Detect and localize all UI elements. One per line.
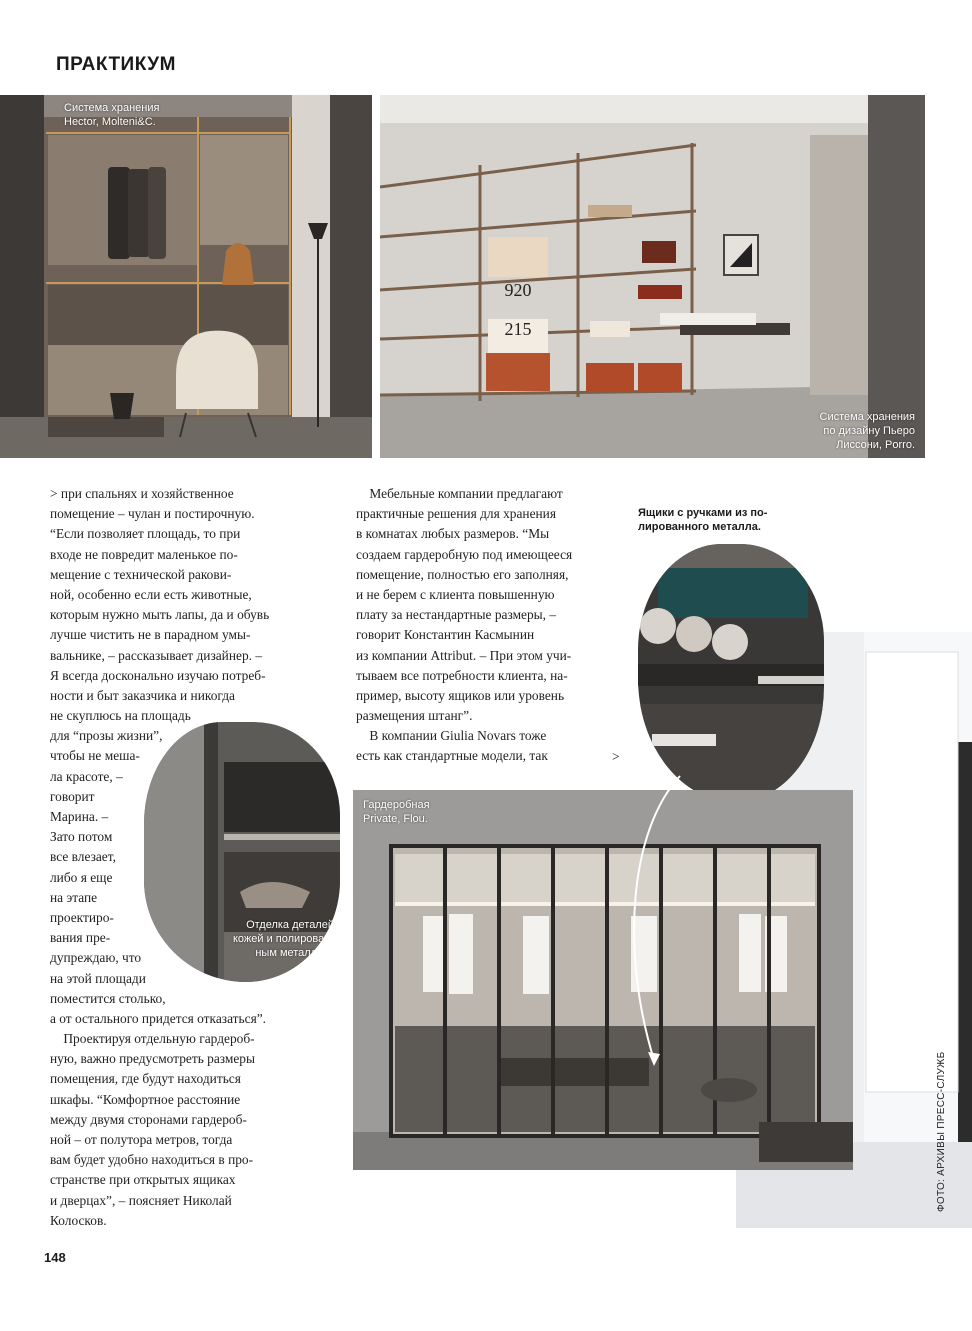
photo-hector-storage [0,95,372,458]
shelving-room-illustration [380,95,925,458]
caption-drawers: Ящики с ручками из по- лированного металла. [638,507,768,533]
box-label-920: 920 [504,280,532,300]
caption-flou: Гардеробная Private, Flou. [363,799,430,825]
section-title: ПРАКТИКУМ [56,54,176,75]
page-number: 148 [44,1250,66,1265]
box-label-215: 215 [504,319,532,339]
pointer-arrow [620,770,700,1070]
drawers-illustration [638,544,824,802]
caption-leather: Отделка деталей кожей и полирован- ным металлом. [232,919,334,959]
caption-hector: Система хранения Hector, Molteni&C. [64,102,160,128]
caption-porro: Система хранения по дизайну Пьеро Лиссони, Porro. [819,411,915,451]
photo-flou-wardrobe [353,790,853,1170]
article-column-2: Мебельные компании предлагают практичные решения для хранения в комнатах любых размеров. “Мы создаем гардеробную под имеющееся помещение, полностью его заполняя, и не берем с клиента повышенную плату за нестандартные размеры, – говорит Константин Касмынин из компании Attribut. – При этом учи- тываем все потребности клиента, на- пример, высоту ящиков или уровень размещения штанг”. В компании Giulia Novars тоже есть как стандартные модели, так [356,486,573,764]
continue-mark: > [612,749,620,764]
glass-wardrobe-illustration [353,790,853,1170]
walk-in-closet-illustration [0,95,372,458]
photo-leather-detail [144,722,340,982]
photo-porro-shelving [380,95,925,458]
photo-drawers-circle [638,544,824,802]
photo-credit: ФОТО: АРХИВЫ ПРЕСС-СЛУЖБ [936,1051,947,1212]
article-column-1: > при спальнях и хозяйственное помещение – чулан и постирочную. “Если позволяет площадь, то при входе не повредит маленькое по- мещение с технической ракови- ной, особенно если есть животные, которым нужно мыть лапы, да и обувь лучше чистить не в парадном умы- вальнике, – рассказывает дизайнер. – Я всегда досконально изучаю потреб- ности и быт заказчика и никогда не скуплюсь на площадь для “прозы жизни”, чтобы не меша- ла красоте, – говорит Марина. – Зато потом все влезает, либо я еще на этапе проектиро- вания пре- дупреждаю, что на этой площади поместится столько, а от остального придется отказаться”. Проектируя отдельную гардероб- ную, важно предусмотреть размеры помещения, где будут находиться шкафы. “Комфортное расстояние между двумя сторонами гардероб- ной – от полутора метров, тогда вам будет удобно находиться в про- странстве при открытых ящиках и дверцах”, – поясняет Николай Колосков. [50,486,270,1228]
